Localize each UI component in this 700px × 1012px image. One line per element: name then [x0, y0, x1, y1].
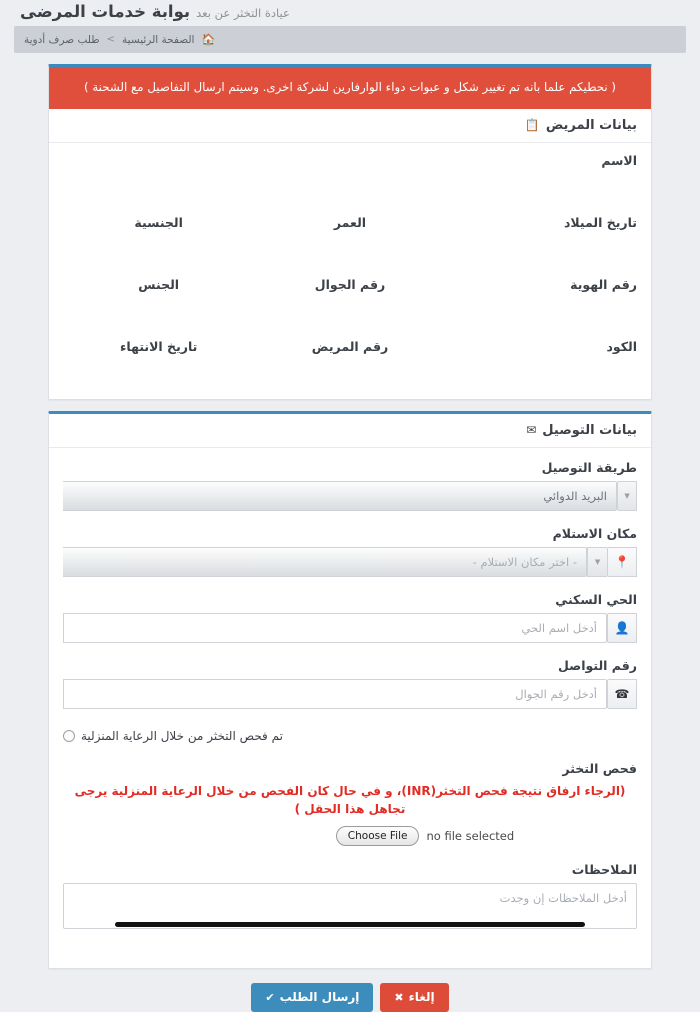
clipboard-icon: 📋	[524, 118, 540, 133]
patient-row	[63, 277, 637, 311]
pickup-place-select[interactable]	[63, 547, 637, 577]
inr-file-input[interactable]	[63, 826, 637, 847]
delivery-method-group	[63, 460, 637, 511]
delivery-method-label: طريقة التوصيل	[541, 459, 637, 475]
breadcrumb-separator-icon: >	[106, 34, 116, 45]
horizontal-scrollbar[interactable]	[0, 922, 700, 927]
inr-test-note: (الرجاء ارفاق نتيجة فحص التخثر(INR)، و في حال كان الفحص من خلال الرعاية المنزلية يرجى تجاهل هذا الحقل )	[74, 783, 626, 816]
field-label: تاريخ الميلاد	[563, 214, 637, 230]
field-value	[63, 297, 254, 311]
field-value	[454, 235, 637, 249]
cancel-button[interactable]	[380, 983, 448, 1011]
delivery-method-value[interactable]: البريد الدوائي	[63, 481, 617, 511]
contact-number-input-group	[63, 679, 637, 709]
delivery-form	[49, 448, 651, 969]
envelope-icon: ✉	[526, 423, 537, 438]
home-care-checkbox[interactable]	[63, 730, 75, 742]
field-nationality	[63, 215, 254, 249]
field-value	[454, 297, 637, 311]
phone-icon: ☎	[607, 679, 637, 709]
field-label: رقم المريض	[311, 338, 389, 354]
field-value	[454, 359, 637, 373]
field-patient-number	[254, 339, 445, 373]
delivery-card	[48, 411, 652, 970]
contact-number-input[interactable]	[63, 679, 607, 709]
scrollbar-thumb[interactable]	[115, 922, 585, 927]
field-label: تاريخ الانتهاء	[119, 338, 198, 354]
field-value	[63, 235, 254, 249]
inr-test-label: فحص التخثر	[562, 760, 637, 776]
field-mobile	[254, 277, 445, 311]
check-icon: ✔	[265, 990, 275, 1004]
field-label: العمر	[333, 214, 367, 230]
field-value	[254, 297, 445, 311]
home-care-checkbox-row[interactable]	[63, 729, 637, 743]
contact-number-label: رقم التواصل	[558, 657, 637, 673]
field-expiry-date	[63, 339, 254, 373]
id-card-icon: 👤	[607, 613, 637, 643]
form-actions	[0, 983, 700, 1011]
breadcrumb	[24, 33, 215, 46]
home-icon[interactable]: 🏠	[201, 33, 216, 46]
field-birthdate	[446, 215, 637, 249]
delivery-section-title: بيانات التوصيل	[542, 422, 637, 438]
field-value	[254, 359, 445, 373]
field-age	[254, 215, 445, 249]
pickup-place-group	[63, 526, 637, 577]
patient-row	[63, 339, 637, 373]
district-input[interactable]	[63, 613, 607, 643]
field-spacer	[63, 153, 254, 187]
field-code	[446, 339, 637, 373]
pickup-place-label: مكان الاستلام	[552, 525, 637, 541]
notes-label: الملاحظات	[571, 862, 637, 878]
field-value	[254, 235, 445, 249]
field-value	[454, 173, 637, 187]
field-label: الجنسية	[134, 214, 183, 230]
breadcrumb-item-home[interactable]: الصفحة الرئيسية	[122, 33, 195, 46]
patient-fields	[49, 143, 651, 399]
home-care-checkbox-label: تم فحص التخثر من خلال الرعاية المنزلية	[81, 728, 283, 743]
field-label: رقم الجوال	[314, 276, 386, 292]
patient-row	[63, 153, 637, 187]
delivery-method-select[interactable]	[63, 481, 637, 511]
pickup-place-value[interactable]: - اختر مكان الاستلام -	[63, 547, 587, 577]
field-national-id	[446, 277, 637, 311]
delivery-section-header	[49, 414, 651, 448]
patient-section-title: بيانات المريض	[545, 117, 637, 133]
chevron-down-icon[interactable]: ▼	[617, 481, 637, 511]
file-status-text: no file selected	[426, 829, 515, 844]
app-header	[0, 0, 700, 22]
field-value	[63, 359, 254, 373]
field-spacer	[254, 153, 445, 187]
patient-card	[48, 64, 652, 400]
field-gender	[63, 277, 254, 311]
patient-row	[63, 215, 637, 249]
field-name	[446, 153, 637, 187]
cancel-label: إلغاء	[408, 990, 435, 1005]
district-label: الحي السكني	[555, 591, 637, 607]
chevron-down-icon[interactable]: ▼	[587, 547, 607, 577]
breadcrumb-bar	[14, 26, 686, 53]
field-label: الاسم	[601, 152, 637, 168]
district-group	[63, 592, 637, 643]
inr-test-group	[63, 761, 637, 847]
submit-request-button[interactable]	[251, 983, 373, 1011]
warning-alert: ( نحطيكم علما بانه تم تغيير شكل و عبوات دواء الوارفارين لشركة اخرى. وسيتم ارسال التفاصيل مع الشحنة )	[49, 67, 651, 109]
district-input-group	[63, 613, 637, 643]
choose-file-button[interactable]: Choose File	[336, 826, 420, 847]
brand	[14, 2, 686, 21]
field-label: رقم الهوية	[570, 276, 637, 292]
submit-request-label: إرسال الطلب	[279, 990, 360, 1005]
field-label: الكود	[606, 338, 637, 354]
map-pin-icon: 📍	[607, 547, 637, 577]
brand-subtitle: عيادة التخثر عن بعد	[196, 6, 290, 20]
breadcrumb-item-current: طلب صرف أدوية	[24, 33, 100, 46]
close-icon: ✖	[394, 990, 404, 1004]
patient-section-header	[49, 109, 651, 143]
contact-number-group	[63, 658, 637, 709]
page-title: بوابة خدمات المرضى	[20, 2, 191, 21]
field-label: الجنس	[138, 276, 180, 292]
